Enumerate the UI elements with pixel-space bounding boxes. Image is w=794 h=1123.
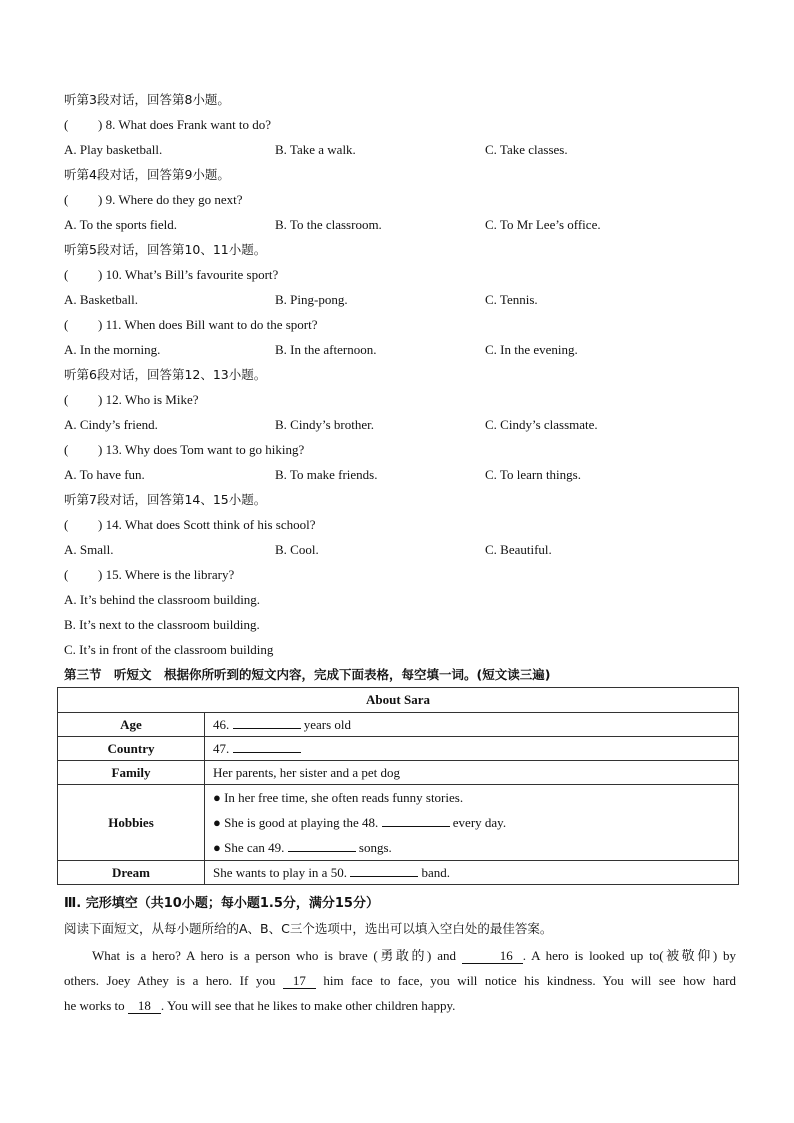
hobby-text: songs. [358,840,392,855]
row-value: Her parents, her sister and a pet dog [205,761,739,785]
row-label: Country [58,737,205,761]
dream-text: band. [421,865,450,880]
question-stem: ) 10. What’s Bill’s favourite sport? [98,267,279,282]
cloze-text: he works to [64,998,125,1013]
row-label: Hobbies [58,785,205,861]
answer-paren[interactable]: ( [64,567,69,582]
option-c[interactable]: C. Take classes. [485,142,568,157]
question-stem: ) 13. Why does Tom want to go hiking? [98,442,305,457]
answer-paren[interactable]: ( [64,317,69,332]
hobby-text: ● She is good at playing the 48. [213,815,379,830]
section3-heading: 第三节 听短文 根据你所听到的短文内容，完成下面表格，每空填一词。(短文读三遍) [64,667,551,682]
options-q14 [64,541,744,559]
row-value [205,861,739,885]
answer-paren[interactable]: ( [64,192,69,207]
blank-number: 47. [213,741,230,756]
option-b[interactable]: B. Cindy’s brother. [275,417,374,432]
answer-blank-47[interactable] [233,740,301,753]
question-stem: ) 8. What does Frank want to do? [98,117,272,132]
question-8 [64,116,271,134]
question-11 [64,316,318,334]
option-b[interactable]: B. In the afternoon. [275,342,377,357]
part3-instruction: 阅读下面短文，从每小题所给的A、B、C三个选项中，选出可以填入空白处的最佳答案。 [64,921,553,936]
question-stem: ) 15. Where is the library? [98,567,235,582]
question-stem: ) 9. Where do they go next? [98,192,243,207]
options-q10 [64,291,744,309]
option-b[interactable]: B. To the classroom. [275,217,382,232]
option-a[interactable]: A. To have fun. [64,467,145,482]
hobby-text: ● She can 49. [213,840,285,855]
part3-heading: Ⅲ. 完形填空（共10小题；每小题1.5分，满分15分） [64,896,379,911]
option-b[interactable]: B. Cool. [275,542,319,557]
option-c[interactable]: C. It’s in front of the classroom building [64,642,274,657]
answer-blank-48[interactable] [382,814,450,827]
question-stem: ) 11. When does Bill want to do the sport? [98,317,318,332]
option-c[interactable]: C. To learn things. [485,467,581,482]
question-9 [64,191,243,209]
cloze-text: . A hero is looked up to(被敬仰) by [522,948,736,963]
question-15 [64,566,234,584]
option-a[interactable]: A. In the morning. [64,342,161,357]
row-label: Family [58,761,205,785]
option-a[interactable]: A. Small. [64,542,114,557]
options-q8 [64,141,744,159]
options-q13 [64,466,744,484]
table-row-age [58,713,739,737]
option-a[interactable]: A. It’s behind the classroom building. [64,592,261,607]
option-a[interactable]: A. Play basketball. [64,142,163,157]
option-a[interactable]: A. To the sports field. [64,217,177,232]
option-c[interactable]: C. Cindy’s classmate. [485,417,598,432]
row-value-suffix: years old [303,717,352,732]
cloze-blank-17[interactable]: 17 [283,973,316,989]
option-c[interactable]: C. In the evening. [485,342,578,357]
option-a[interactable]: A. Basketball. [64,292,139,307]
option-c[interactable]: C. Beautiful. [485,542,552,557]
option-b[interactable]: B. To make friends. [275,467,378,482]
option-a[interactable]: A. Cindy’s friend. [64,417,158,432]
options-q12 [64,416,744,434]
answer-blank-49[interactable] [288,839,356,852]
question-10 [64,266,278,284]
hobby-item [213,810,730,835]
question-13 [64,441,304,459]
table-row-country [58,737,739,761]
table-row-dream [58,861,739,885]
row-label: Dream [58,861,205,885]
answer-paren[interactable]: ( [64,267,69,282]
option-c[interactable]: C. Tennis. [485,292,538,307]
options-q9 [64,216,744,234]
option-c[interactable]: C. To Mr Lee’s office. [485,217,601,232]
row-value [205,737,739,761]
answer-paren[interactable]: ( [64,442,69,457]
answer-paren[interactable]: ( [64,517,69,532]
cloze-text: What is a hero? A hero is a person who is brave (勇敢的) and [92,948,456,963]
instruction-dialogue-4: 听第4段对话，回答第9小题。 [64,167,230,182]
table-row-hobbies [58,785,739,861]
cloze-blank-16[interactable]: 16 [462,948,523,964]
dream-text: She wants to play in a 50. [213,865,347,880]
row-value [205,713,739,737]
cloze-text: others. Joey Athey is a hero. If you [64,973,276,988]
option-b[interactable]: B. Take a walk. [275,142,356,157]
hobby-item: ● In her free time, she often reads funny stories. [213,790,464,805]
cloze-line [64,993,736,1018]
row-value [205,785,739,861]
question-stem: ) 12. Who is Mike? [98,392,199,407]
question-14 [64,516,315,534]
answer-blank-50[interactable] [350,864,418,877]
option-b[interactable]: B. Ping-pong. [275,292,348,307]
question-stem: ) 14. What does Scott think of his school? [98,517,316,532]
answer-blank-46[interactable] [233,716,301,729]
hobby-text: every day. [452,815,507,830]
table-row-family [58,761,739,785]
instruction-dialogue-6: 听第6段对话，回答第12、13小题。 [64,367,267,382]
table-title: About Sara [58,688,739,713]
question-12 [64,391,199,409]
option-b[interactable]: B. It’s next to the classroom building. [64,617,260,632]
about-sara-table [57,687,739,885]
cloze-text: him face to face, you will notice his kindness. You will see how hard [323,973,737,988]
cloze-line [64,968,736,993]
cloze-line [64,943,736,968]
answer-paren[interactable]: ( [64,392,69,407]
hobby-item [213,835,730,860]
cloze-blank-18[interactable]: 18 [128,998,161,1014]
instruction-dialogue-5: 听第5段对话，回答第10、11小题。 [64,242,267,257]
row-label: Age [58,713,205,737]
blank-number: 46. [213,717,230,732]
cloze-passage [64,943,736,1018]
instruction-dialogue-3: 听第3段对话，回答第8小题。 [64,92,230,107]
options-q11 [64,341,744,359]
instruction-dialogue-7: 听第7段对话，回答第14、15小题。 [64,492,267,507]
cloze-text: . You will see that he likes to make other children happy. [160,998,456,1013]
answer-paren[interactable]: ( [64,117,69,132]
